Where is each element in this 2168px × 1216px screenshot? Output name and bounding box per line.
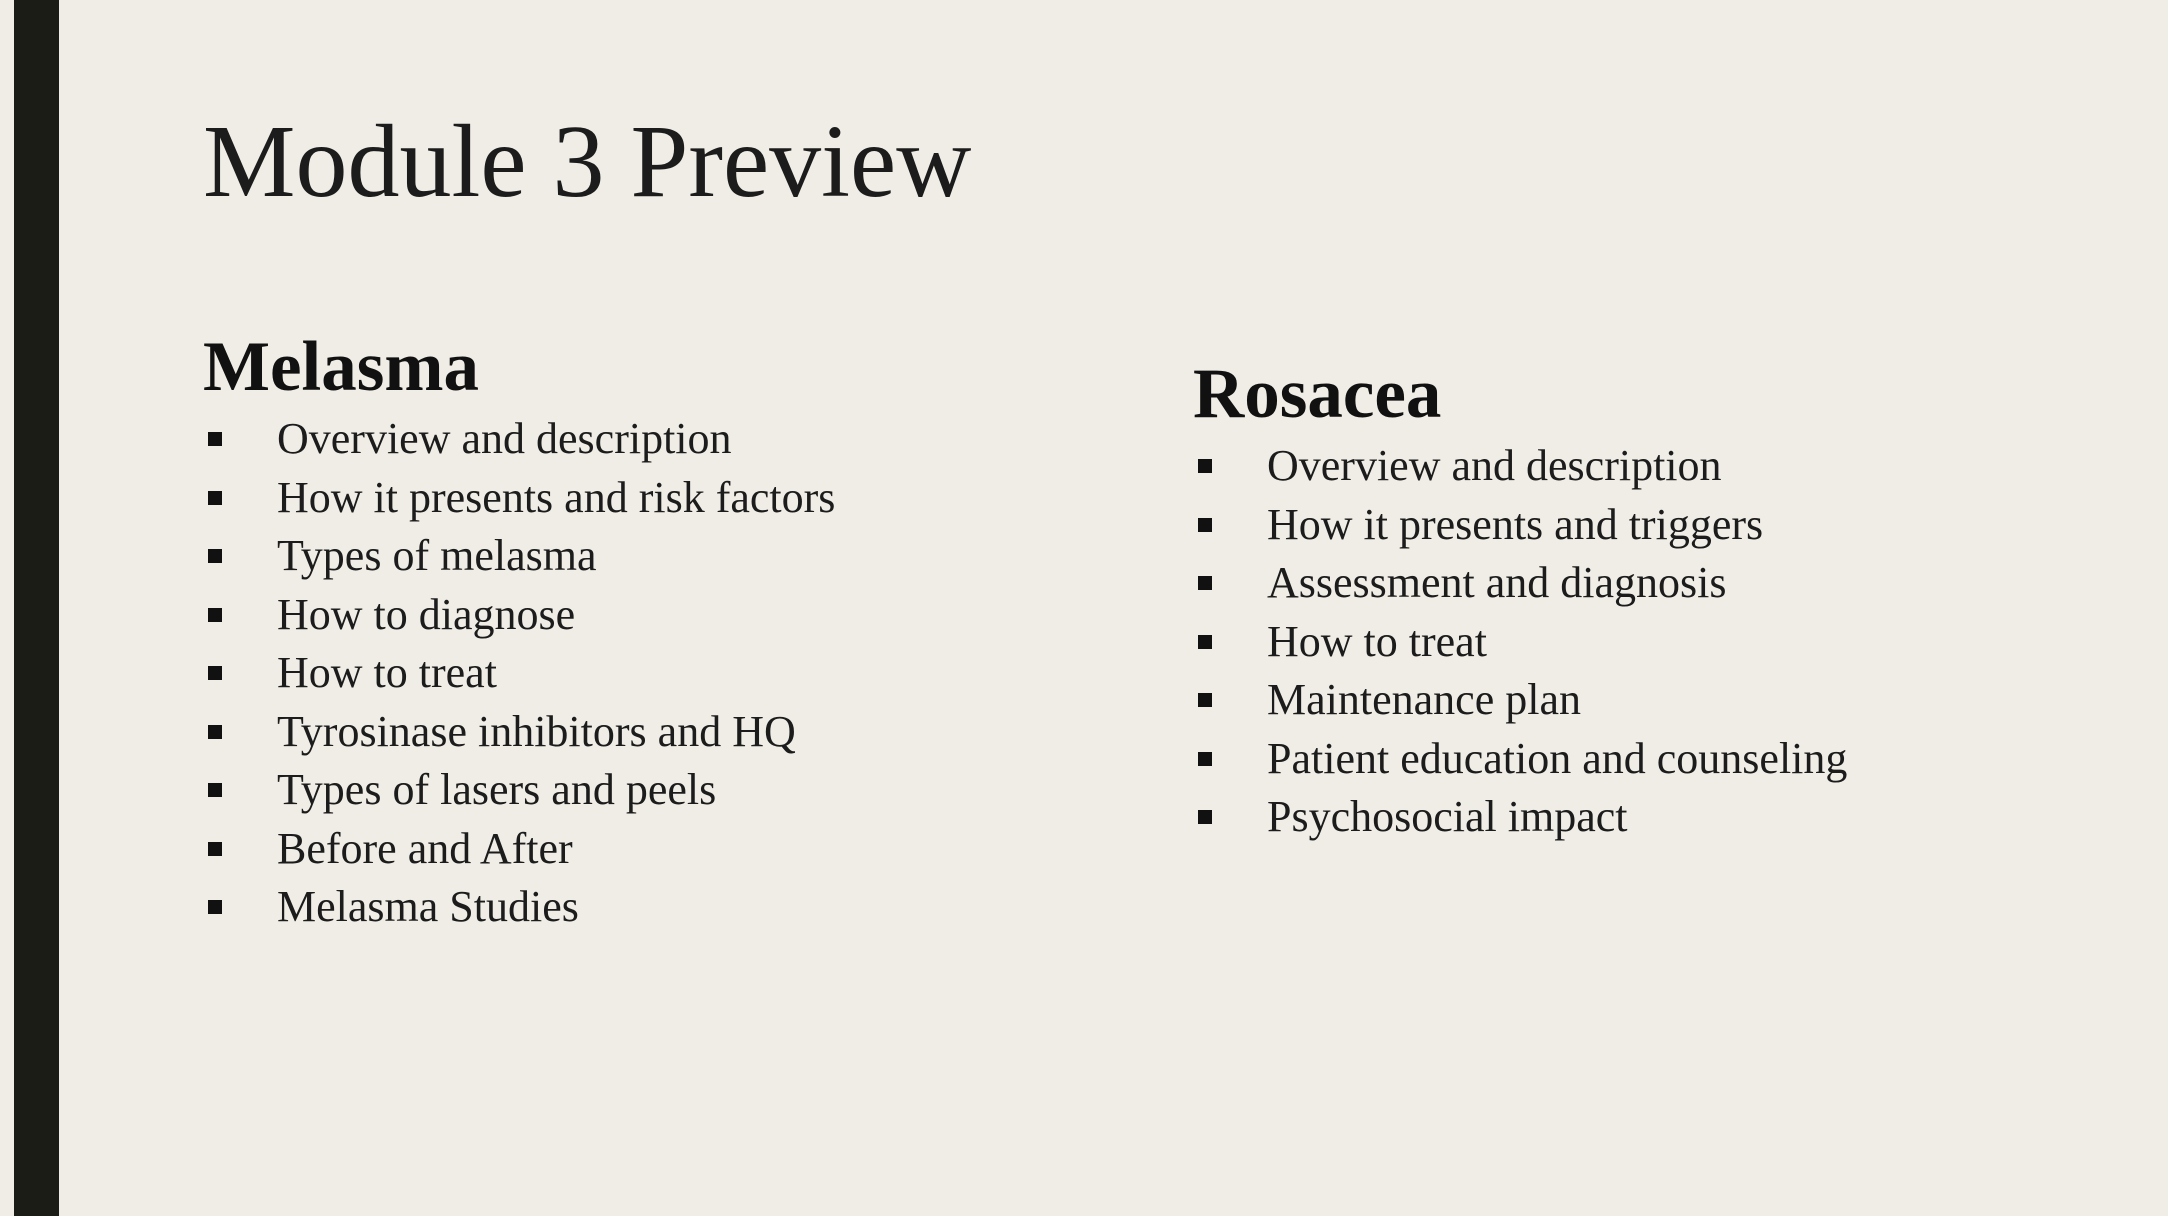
list-item-text: How to treat — [1267, 616, 1487, 666]
list-item-text: Types of lasers and peels — [277, 765, 717, 815]
square-bullet-icon — [208, 725, 222, 739]
square-bullet-icon — [1198, 576, 1212, 590]
list-item — [1193, 437, 1847, 496]
square-bullet-icon — [208, 842, 222, 856]
list-item-text: Assessment and diagnosis — [1267, 558, 1727, 608]
square-bullet-icon — [1198, 810, 1212, 824]
square-bullet-icon — [1198, 752, 1212, 766]
rosacea-topic-list — [1193, 437, 1847, 847]
list-item-text: How to diagnose — [277, 589, 576, 639]
list-item — [203, 644, 835, 703]
list-item — [1193, 671, 1847, 730]
list-item — [1193, 730, 1847, 789]
square-bullet-icon — [208, 549, 222, 563]
list-item — [203, 820, 835, 879]
list-item-text: How it presents and triggers — [1267, 499, 1764, 549]
list-item — [203, 586, 835, 645]
left-accent-bar — [14, 0, 59, 1216]
square-bullet-icon — [208, 666, 222, 680]
square-bullet-icon — [1198, 693, 1212, 707]
list-item — [203, 527, 835, 586]
list-item-text: Patient education and counseling — [1267, 733, 1848, 783]
list-item-text: How to treat — [277, 648, 497, 698]
list-item-text: Overview and description — [277, 414, 732, 464]
square-bullet-icon — [1198, 635, 1212, 649]
melasma-topic-list — [203, 410, 835, 937]
list-item-text: Psychosocial impact — [1267, 792, 1628, 842]
list-item — [203, 469, 835, 528]
list-item — [203, 878, 835, 937]
square-bullet-icon — [208, 608, 222, 622]
rosacea-heading: Rosacea — [1193, 355, 1442, 433]
square-bullet-icon — [1198, 459, 1212, 473]
list-item — [1193, 554, 1847, 613]
list-item — [203, 410, 835, 469]
rosacea-column — [1193, 352, 1847, 847]
list-item-text: Maintenance plan — [1267, 675, 1581, 725]
square-bullet-icon — [208, 783, 222, 797]
list-item — [1193, 788, 1847, 847]
square-bullet-icon — [208, 900, 222, 914]
slide-title: Module 3 Preview — [203, 104, 972, 219]
list-item — [203, 703, 835, 762]
square-bullet-icon — [208, 491, 222, 505]
list-item-text: Before and After — [277, 823, 573, 873]
square-bullet-icon — [1198, 518, 1212, 532]
melasma-heading: Melasma — [203, 328, 480, 406]
list-item — [1193, 496, 1847, 555]
list-item-text: Types of melasma — [277, 531, 597, 581]
list-item — [203, 761, 835, 820]
list-item-text: Tyrosinase inhibitors and HQ — [277, 706, 796, 756]
melasma-column — [203, 325, 835, 937]
square-bullet-icon — [208, 432, 222, 446]
list-item-text: How it presents and risk factors — [277, 472, 836, 522]
list-item-text: Melasma Studies — [277, 882, 579, 932]
list-item-text: Overview and description — [1267, 441, 1722, 491]
list-item — [1193, 613, 1847, 672]
